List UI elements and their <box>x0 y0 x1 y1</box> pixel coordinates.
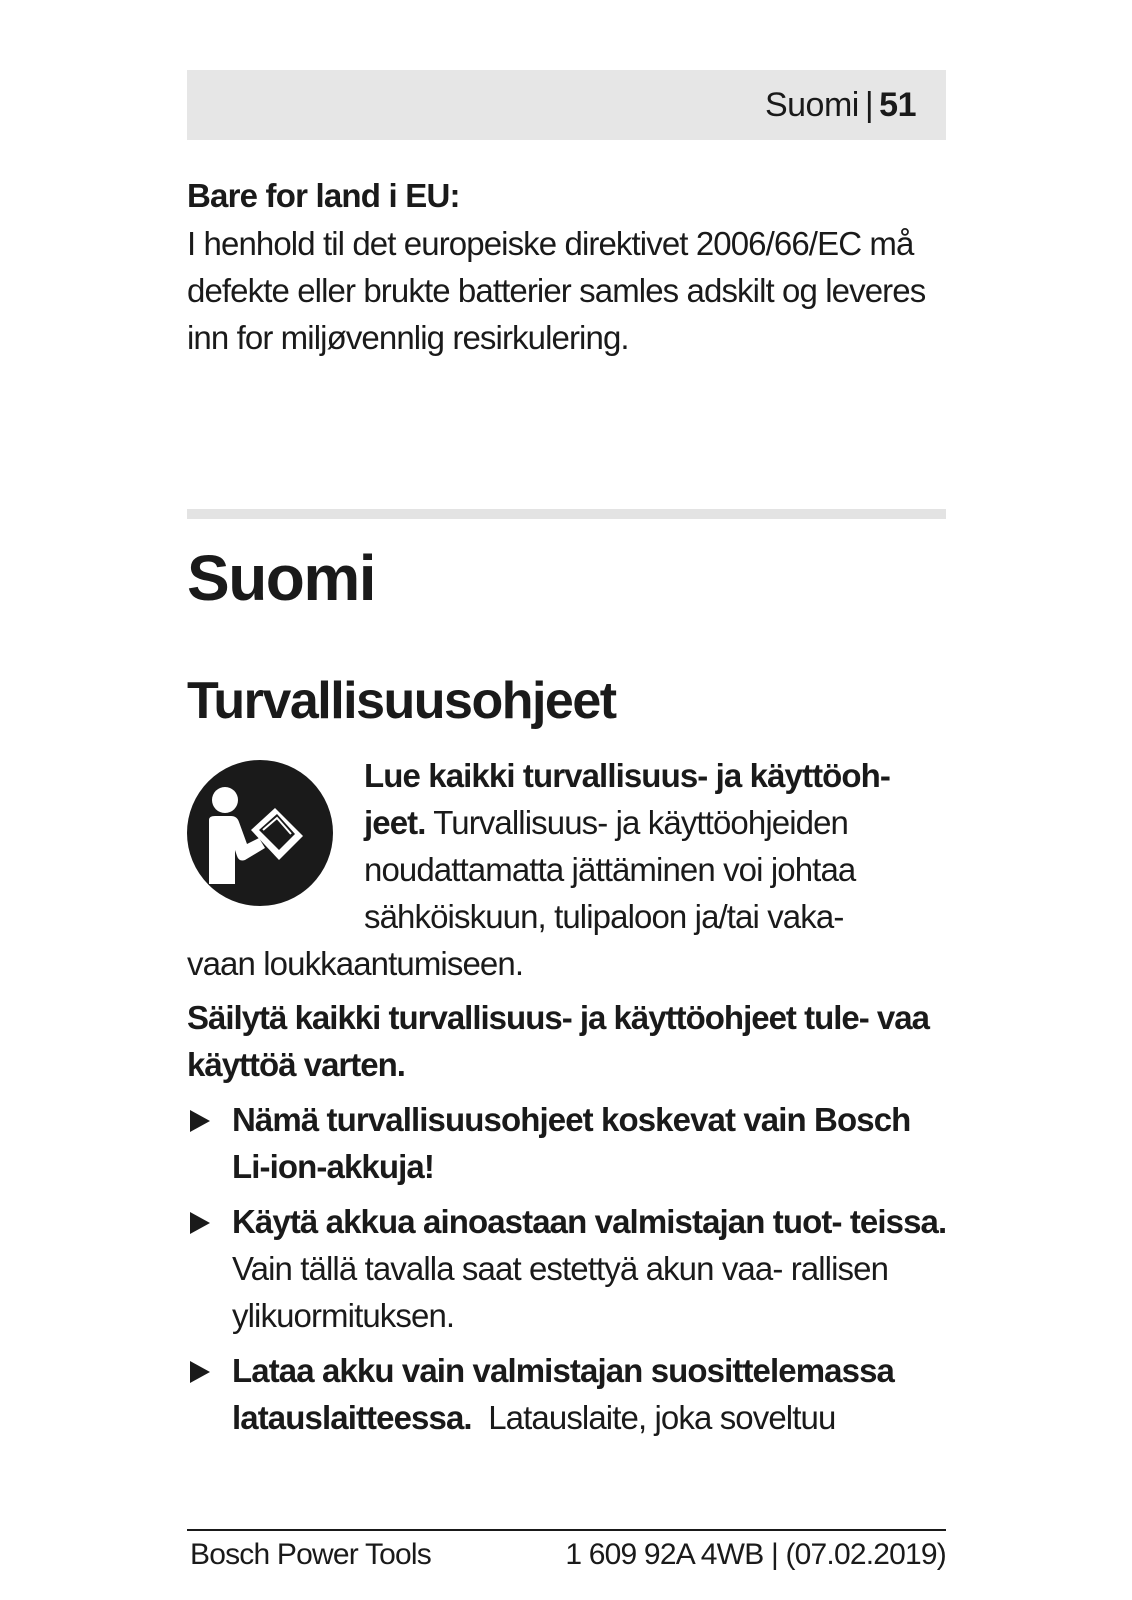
read-instructions-continuation: vaan loukkaantumiseen. <box>187 945 524 982</box>
read-instructions-bold: Lue kaikki turvallisuus- ja käyttöoh- jeet. <box>364 757 891 841</box>
list-item <box>187 1347 947 1441</box>
section-divider <box>187 509 946 519</box>
eu-heading: Bare for land i EU: <box>187 177 460 214</box>
footer-divider <box>187 1529 946 1531</box>
read-instructions-body: Turvallisuus- ja käyttöohjeiden noudattamatta jättäminen voi johtaa sähköiskuun, tulipaloon ja/tai vaka- <box>364 804 856 935</box>
bullet-triangle-icon <box>190 1212 210 1234</box>
list-item <box>187 1198 947 1339</box>
bullet-triangle-icon <box>190 1361 210 1383</box>
eu-text: I henhold til det europeiske direktivet 2006/66/EC må defekte eller brukte batterier samles adskilt og leveres inn for miljøvennlig resirkulering. <box>187 225 926 356</box>
page-number: 51 <box>879 85 916 124</box>
language-title: Suomi <box>187 542 376 614</box>
keep-instructions-text: Säilytä kaikki turvallisuus- ja käyttöohjeet tule- vaa käyttöä varten. <box>187 999 929 1083</box>
bullet-text: Latauslaite, joka soveltuu <box>488 1399 836 1436</box>
eu-disposal-block <box>187 172 947 361</box>
page-header <box>187 70 946 140</box>
read-instructions-text <box>364 752 944 940</box>
bullet-bold: Käytä akkua ainoastaan valmistajan tuot- teissa. <box>232 1203 947 1240</box>
header-separator: | <box>864 85 874 124</box>
footer-doc-id: 1 609 92A 4WB | (07.02.2019) <box>565 1538 946 1571</box>
bullet-text: Vain tällä tavalla saat estettyä akun vaa- rallisen ylikuormituksen. <box>232 1250 889 1334</box>
bullet-triangle-icon <box>190 1110 210 1132</box>
list-item <box>187 1096 947 1190</box>
header-section-name: Suomi <box>764 85 859 124</box>
section-title: Turvallisuusohjeet <box>187 672 616 730</box>
read-manual-icon <box>187 760 333 906</box>
bullet-bold: Nämä turvallisuusohjeet koskevat vain Bosch Li-ion-akkuja! <box>232 1101 911 1185</box>
bullet-bold: Lataa akku vain valmistajan suosittelemassa latauslaitteessa. <box>232 1352 894 1436</box>
footer-brand: Bosch Power Tools <box>190 1538 431 1571</box>
